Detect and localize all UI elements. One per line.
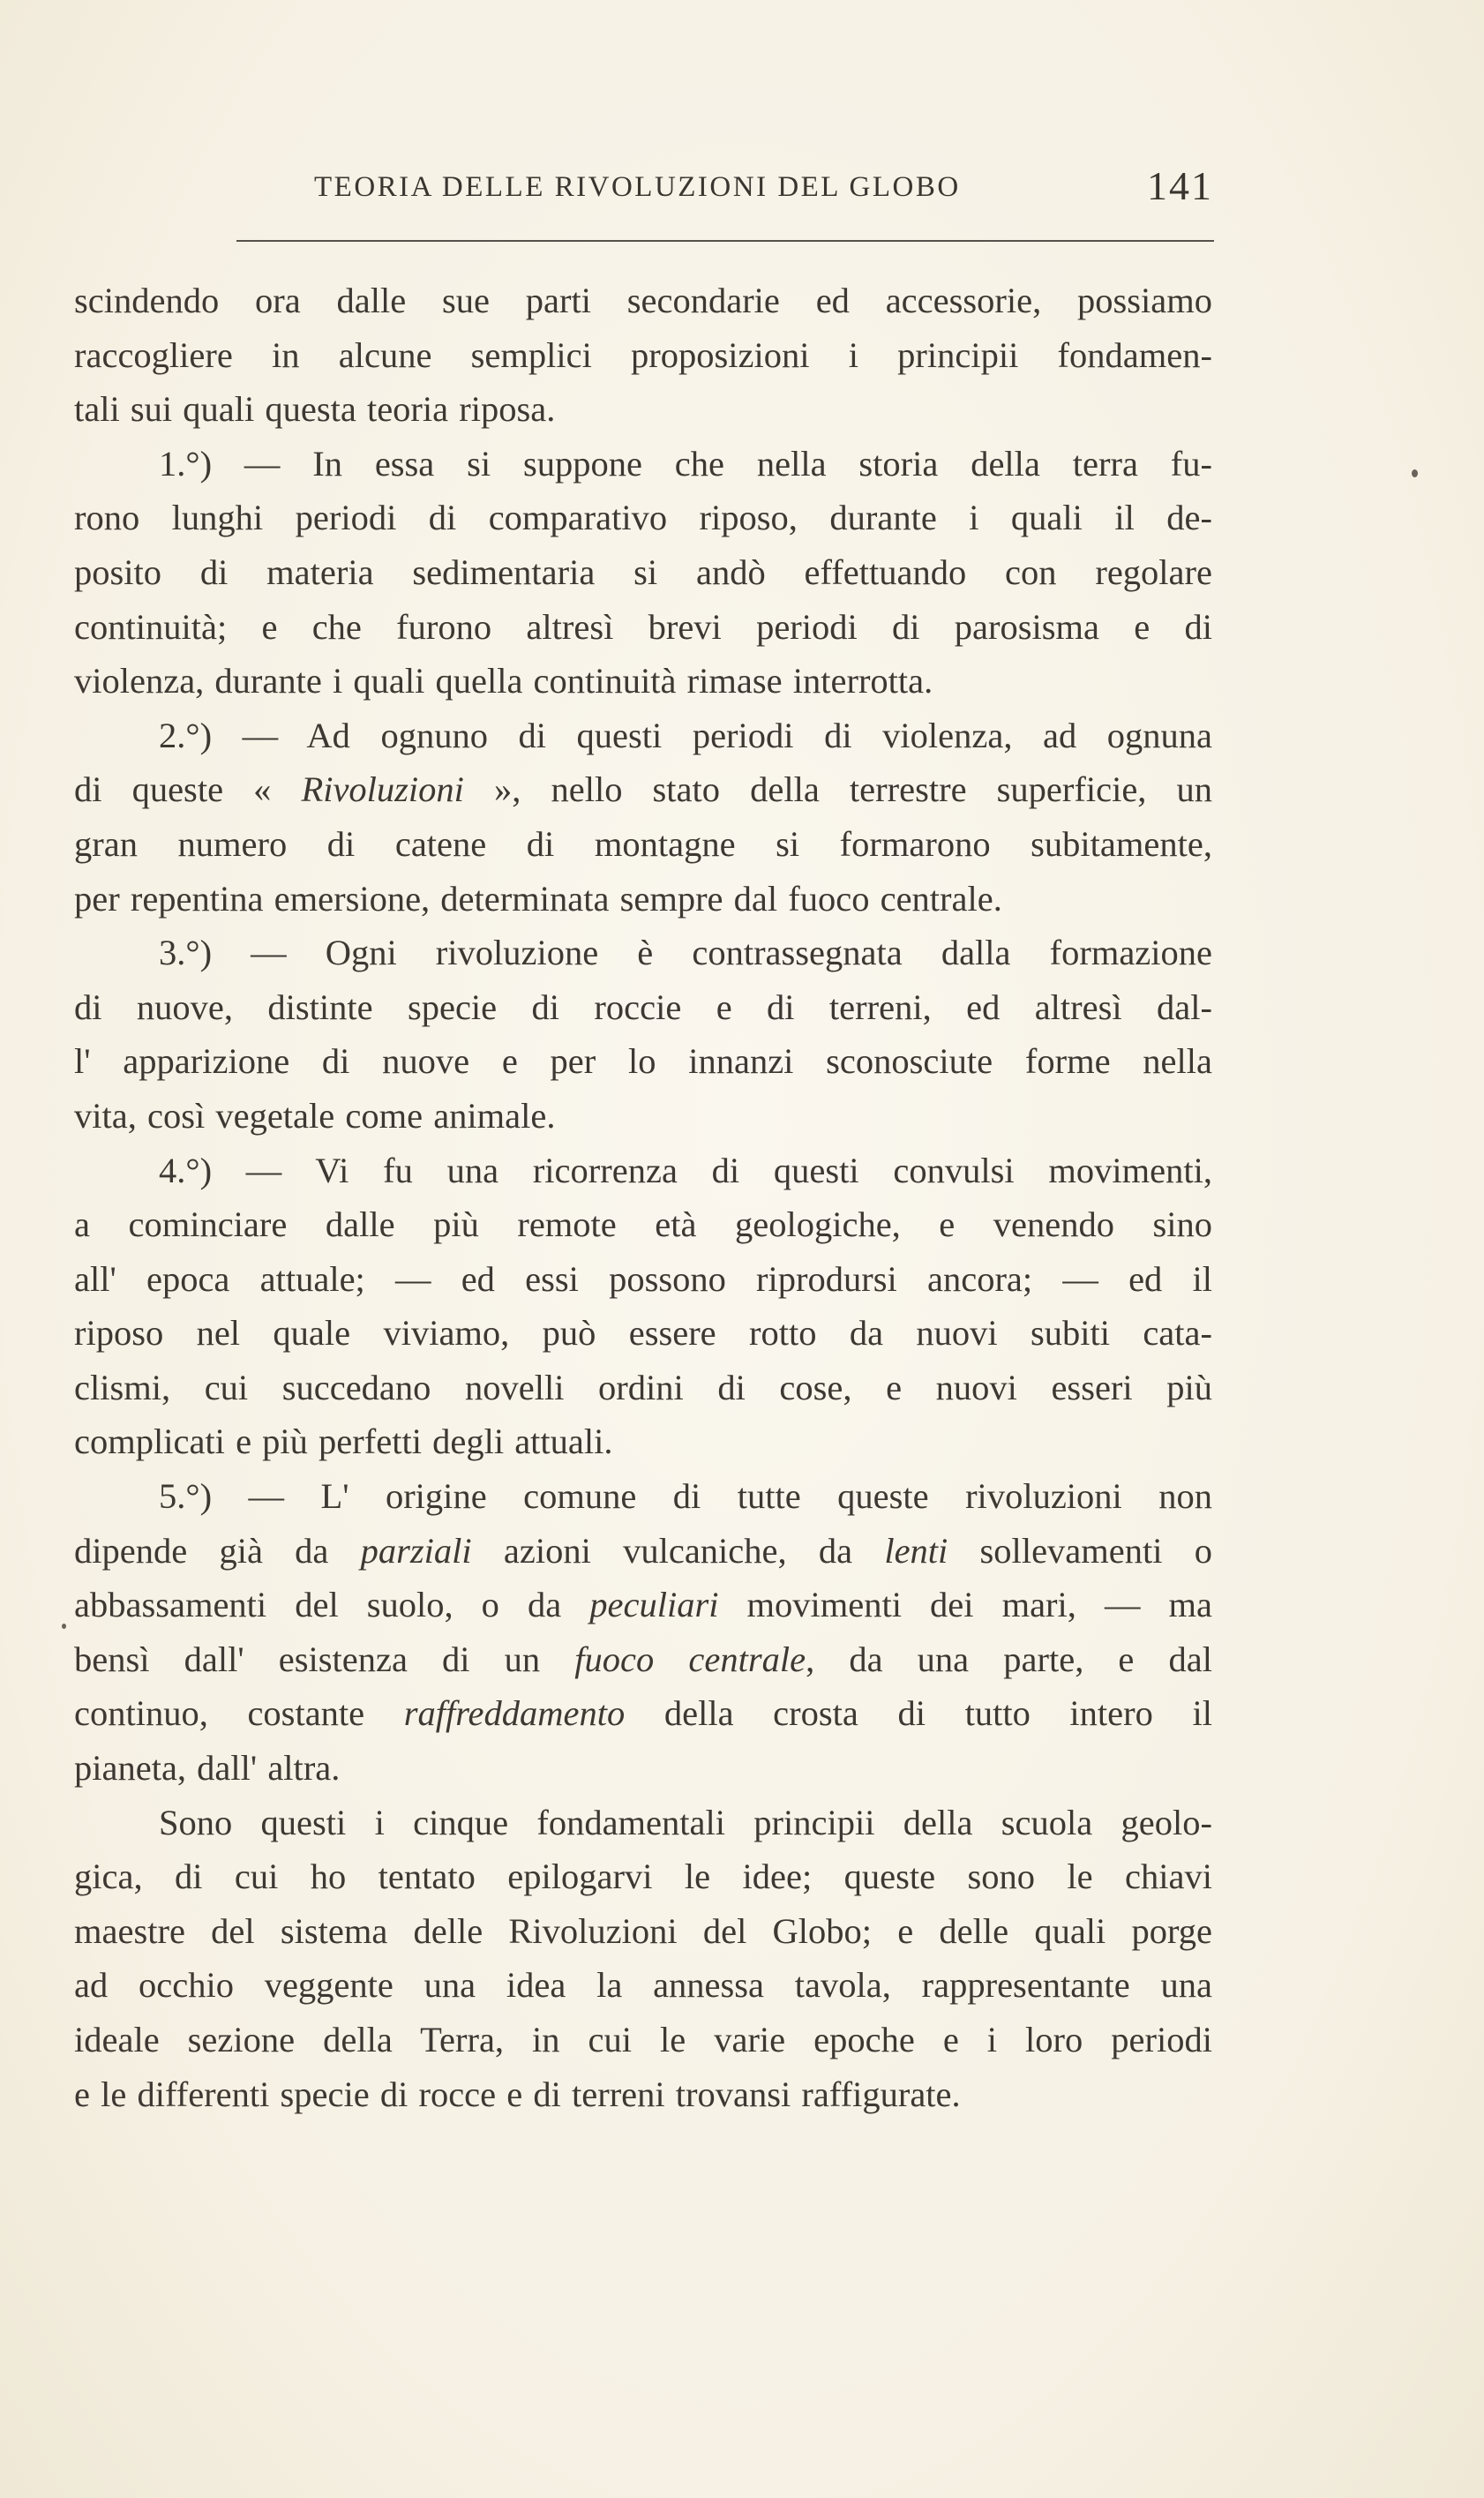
text-segment: riposo nel quale viviamo, può essere rotto da nuovi subiti cata- xyxy=(74,1313,1212,1354)
text-segment: sollevamenti o xyxy=(948,1530,1212,1571)
text-line xyxy=(74,1361,1212,1415)
text-segment: gran numero di catene di montagne si formarono subitamente, xyxy=(74,823,1212,864)
text-segment: posito di materia sedimentaria si andò effettuando con regolare xyxy=(74,551,1212,592)
italic-text: parziali xyxy=(360,1530,472,1571)
ink-speck xyxy=(1412,469,1418,477)
text-segment: bensì dall' esistenza di un xyxy=(74,1639,575,1679)
text-segment: 2.°) — Ad ognuno di questi periodi di violenza, ad ognuna xyxy=(159,715,1212,755)
text-line xyxy=(74,1578,1212,1632)
text-segment: », nello stato della terrestre superficie, un xyxy=(463,769,1212,810)
text-segment: gica, di cui ho tentato epilogarvi le idee; queste sono le chiavi xyxy=(74,1857,1212,1897)
text-line xyxy=(74,926,1212,980)
text-segment: 4.°) — Vi fu una ricorrenza di questi convulsi movimenti, xyxy=(159,1150,1212,1190)
italic-text: peculiari xyxy=(589,1585,719,1625)
text-line xyxy=(74,437,1212,491)
text-line xyxy=(74,1034,1212,1089)
text-segment: per repentina emersione, determinata sempre dal fuoco centrale. xyxy=(74,878,1002,919)
text-line xyxy=(74,1849,1212,1904)
text-line xyxy=(74,980,1212,1035)
text-line xyxy=(74,2013,1212,2067)
text-segment: ad occhio veggente una idea la annessa tavola, rappresentante una xyxy=(74,1965,1212,2006)
text-line xyxy=(74,1197,1212,1252)
text-line xyxy=(74,1252,1212,1307)
text-line xyxy=(74,1686,1212,1741)
text-line xyxy=(74,1144,1212,1198)
header-rule xyxy=(236,240,1214,242)
text-line xyxy=(74,1958,1212,2013)
body-text xyxy=(74,274,1212,2121)
text-segment: , da una parte, e dal xyxy=(806,1639,1212,1679)
text-line xyxy=(74,762,1212,817)
text-segment: tali sui quali questa teoria riposa. xyxy=(74,389,556,430)
text-line xyxy=(74,382,1212,437)
italic-text: raffreddamento xyxy=(403,1693,626,1734)
text-segment: di nuove, distinte specie di roccie e di terreni, ed altresì dal- xyxy=(74,986,1212,1027)
text-segment: ideale sezione della Terra, in cui le varie epoche e i loro periodi xyxy=(74,2020,1212,2059)
text-segment: clismi, cui succedano novelli ordini di cose, e nuovi esseri più xyxy=(74,1367,1212,1407)
text-line xyxy=(74,709,1212,763)
text-line xyxy=(74,872,1212,926)
text-segment: di queste « xyxy=(74,769,302,810)
page-number: 141 xyxy=(1147,163,1213,208)
text-line xyxy=(74,1469,1212,1524)
text-segment: dipende già da xyxy=(74,1530,361,1571)
text-line xyxy=(74,491,1212,545)
text-segment: complicati e più perfetti degli attuali. xyxy=(74,1422,613,1462)
text-line xyxy=(74,328,1212,383)
text-segment: della crosta di tutto intero il xyxy=(625,1693,1212,1734)
text-line xyxy=(74,1796,1212,1850)
text-line xyxy=(74,654,1212,709)
text-line xyxy=(74,274,1212,328)
text-line xyxy=(74,1632,1212,1687)
text-line xyxy=(74,1524,1212,1579)
text-segment: pianeta, dall' altra. xyxy=(74,1748,341,1789)
italic-text: Rivoluzioni xyxy=(301,769,464,810)
text-line xyxy=(74,2067,1212,2122)
text-segment: rono lunghi periodi di comparativo riposo, durante i quali il de- xyxy=(74,498,1212,538)
text-segment: movimenti dei mari, — ma xyxy=(718,1585,1212,1625)
text-segment: continuo, costante xyxy=(74,1693,404,1734)
text-segment: violenza, durante i quali quella continuità rimase interrotta. xyxy=(74,661,933,701)
text-line xyxy=(74,1306,1212,1361)
text-segment: raccogliere in alcune semplici proposizioni i principii fondamen- xyxy=(74,334,1212,375)
text-line xyxy=(74,1414,1212,1469)
text-segment: all' epoca attuale; — ed essi possono riprodursi ancora; — ed il xyxy=(74,1258,1212,1299)
text-segment: vita, così vegetale come animale. xyxy=(74,1095,556,1136)
text-segment: 1.°) — In essa si suppone che nella storia della terra fu- xyxy=(159,443,1212,484)
ink-speck xyxy=(62,1624,66,1629)
text-line xyxy=(74,1904,1212,1959)
text-segment: azioni vulcaniche, da xyxy=(471,1530,885,1571)
text-line xyxy=(74,1741,1212,1796)
text-segment: continuità; e che furono altresì brevi periodi di parosisma e di xyxy=(74,606,1212,647)
text-line xyxy=(74,817,1212,872)
text-line xyxy=(74,600,1212,655)
text-segment: a cominciare dalle più remote età geologiche, e venendo sino xyxy=(74,1204,1212,1245)
text-segment: scindendo ora dalle sue parti secondarie ed accessorie, possiamo xyxy=(74,281,1212,320)
text-line xyxy=(74,1089,1212,1144)
text-segment: abbassamenti del suolo, o da xyxy=(74,1585,590,1625)
italic-text: fuoco centrale xyxy=(574,1639,806,1679)
italic-text: lenti xyxy=(884,1530,948,1571)
text-segment: e le differenti specie di rocce e di terreni trovansi raffigurate. xyxy=(74,2074,961,2114)
text-segment: 3.°) — Ogni rivoluzione è contrassegnata dalla formazione xyxy=(159,933,1212,973)
text-segment: 5.°) — L' origine comune di tutte queste rivoluzioni non xyxy=(159,1476,1212,1517)
text-segment: Sono questi i cinque fondamentali principii della scuola geolo- xyxy=(159,1802,1212,1842)
text-segment: l' apparizione di nuove e per lo innanzi sconosciute forme nella xyxy=(74,1041,1212,1082)
running-head: TEORIA DELLE RIVOLUZIONI DEL GLOBO xyxy=(314,171,961,203)
page-header xyxy=(229,163,1213,219)
text-line xyxy=(74,545,1212,600)
text-segment: maestre del sistema delle Rivoluzioni del Globo; e delle quali porge xyxy=(74,1910,1212,1951)
